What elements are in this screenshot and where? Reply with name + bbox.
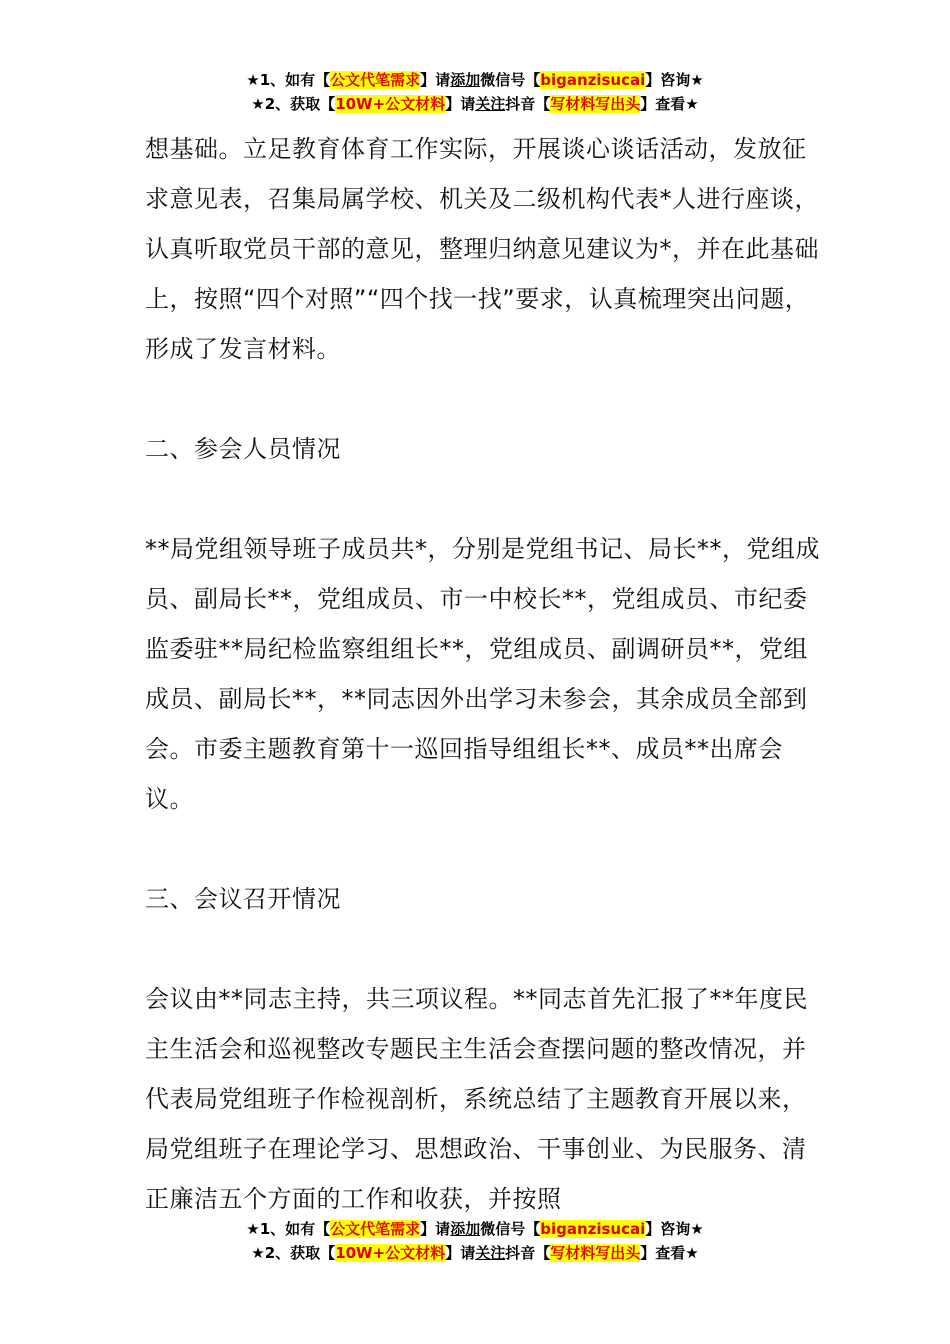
highlight-wechat-id: biganzisucai xyxy=(540,71,646,89)
highlight-materials: 10W+公文材料 xyxy=(335,1244,446,1262)
section-heading-3: 三、会议召开情况 xyxy=(145,885,341,913)
highlight-douyin-id: 写材料写出头 xyxy=(550,95,641,113)
banner-line-1: ★1、如有【公文代笔需求】请添加微信号【biganzisucai】咨询★ xyxy=(246,71,704,89)
banner-line-1: ★1、如有【公文代笔需求】请添加微信号【biganzisucai】咨询★ xyxy=(246,1220,704,1238)
footer-banner xyxy=(0,1217,950,1265)
banner-line-2: ★2、获取【10W+公文材料】请关注抖音【写材料写出头】查看★ xyxy=(251,1244,699,1262)
highlight-materials: 10W+公文材料 xyxy=(335,95,446,113)
highlight-wechat-id: biganzisucai xyxy=(540,1220,646,1238)
highlight-service: 公文代笔需求 xyxy=(330,71,421,89)
paragraph-1: 想基础。立足教育体育工作实际，开展谈心谈话活动，发放征求意见表，召集局属学校、机关及二级机构代表*人进行座谈，认真听取党员干部的意见，整理归纳意见建议为*，并在此基础上，按照“四个对照”“四个找一找”要求，认真梳理突出问题，形成了发言材料。 xyxy=(145,135,819,363)
paragraph-2: **局党组领导班子成员共*，分别是党组书记、局长**，党组成员、副局长**，党组成员、市一中校长**，党组成员、市纪委监委驻**局纪检监察组组长**，党组成员、副调研员**，党组成员、副局长**，**同志因外出学习未参会，其余成员全部到会。市委主题教育第十一巡回指导组组长**、成员**出席会议。 xyxy=(145,535,820,813)
highlight-service: 公文代笔需求 xyxy=(330,1220,421,1238)
paragraph-3: 会议由**同志主持，共三项议程。**同志首先汇报了**年度民主生活会和巡视整改专题民主生活会查摆问题的整改情况，并代表局党组班子作检视剖析，系统总结了主题教育开展以来，局党组班子在理论学习、思想政治、干事创业、为民服务、清正廉洁五个方面的工作和收获，并按照 xyxy=(145,985,808,1213)
section-heading-2: 二、参会人员情况 xyxy=(145,435,341,463)
header-banner xyxy=(0,68,950,116)
document-body xyxy=(145,124,825,1224)
banner-line-2: ★2、获取【10W+公文材料】请关注抖音【写材料写出头】查看★ xyxy=(251,95,699,113)
highlight-douyin-id: 写材料写出头 xyxy=(550,1244,641,1262)
